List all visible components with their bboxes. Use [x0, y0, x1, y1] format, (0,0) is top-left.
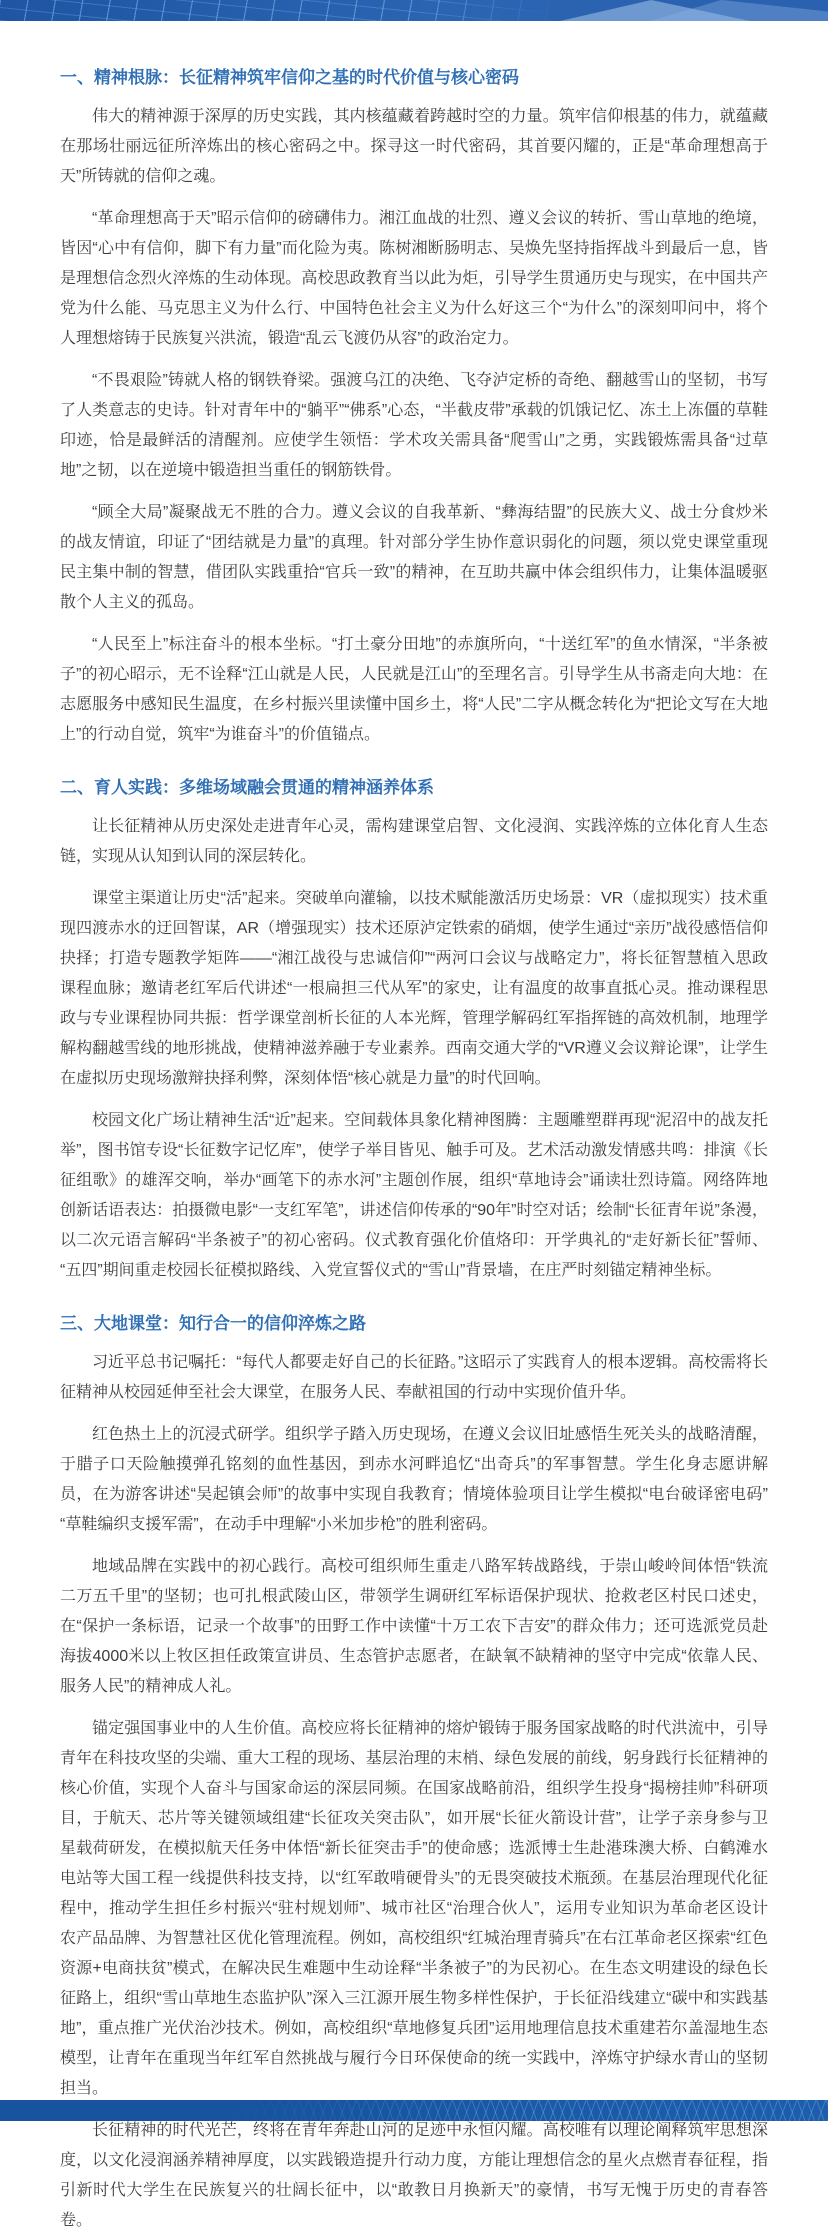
paragraph: 校园文化广场让精神生活“近”起来。空间载体具象化精神图腾：主题雕塑群再现“泥沼中的战友托举”，图书馆专设“长征数字记忆库”，使学子举目皆见、触手可及。艺术活动激发情感共鸣：排演《长征组歌》的雄浑交响，举办“画笔下的赤水河”主题创作展，组织“草地诗会”诵读壮烈诗篇。网络阵地创新话语表达：拍摄微电影“一支红军笔”，讲述信仰传承的“90年”时空对话；绘制“长征青年说”条漫，以二次元语言解码“半条被子”的初心密码。仪式教育强化价值烙印：开学典礼的“走好新长征”誓师、“五四”期间重走校园长征模拟路线、入党宣誓仪式的“雪山”背景墙，在庄严时刻锚定精神坐标。	[60, 1112, 768, 1279]
paragraph: 课堂主渠道让历史“活”起来。突破单向灌输，以技术赋能激活历史场景：VR（虚拟现实）技术重现四渡赤水的迂回智谋，AR（增强现实）技术还原泸定铁索的硝烟，使学生通过“亲历”战役感悟信仰抉择；打造专题教学矩阵——“湘江战役与忠诚信仰”“两河口会议与战略定力”，将长征智慧植入思政课程血脉；邀请老红军后代讲述“一根扁担三代从军”的家史，让有温度的故事直抵心灵。推动课程思政与专业课程协同共振：哲学课堂剖析长征的人本光辉，管理学解码红军指挥链的高效机制，地理学解构翻越雪线的地形挑战，使精神滋养融于专业素养。西南交通大学的“VR遵义会议辩论课”，让学生在虚拟历史现场激辩抉择利弊，深刻体悟“核心就是力量”的时代回响。	[60, 890, 768, 1087]
section-spiritual-roots	[60, 66, 768, 750]
section-heading: 一、精神根脉：长征精神筑牢信仰之基的时代价值与核心密码	[60, 68, 519, 87]
paragraph: 红色热土上的沉浸式研学。组织学子踏入历史现场，在遵义会议旧址感悟生死关头的战略清醒，于腊子口天险触摸弹孔铭刻的血性基因，到赤水河畔追忆“出奇兵”的军事智慧。学生化身志愿讲解员，在为游客讲述“吴起镇会师”的故事中实现自我教育；情境体验项目让学生模拟“电台破译密电码”“草鞋编织支援军需”，在动手中理解“小米加步枪”的胜利密码。	[60, 1426, 768, 1533]
section-heading: 三、大地课堂：知行合一的信仰淬炼之路	[60, 1314, 366, 1333]
paragraph: “革命理想高于天”昭示信仰的磅礴伟力。湘江血战的壮烈、遵义会议的转折、雪山草地的绝境，皆因“心中有信仰，脚下有力量”而化险为夷。陈树湘断肠明志、吴焕先坚持指挥战斗到最后一息，皆是理想信念烈火淬炼的生动体现。高校思政教育当以此为炬，引导学生贯通历史与现实，在中国共产党为什么能、马克思主义为什么行、中国特色社会主义为什么好这三个“为什么”的深刻叩问中，将个人理想熔铸于民族复兴洪流，锻造“乱云飞渡仍从容”的政治定力。	[60, 210, 768, 347]
paragraph: 长征精神的时代光芒，终将在青年奔赴山河的足迹中永恒闪耀。高校唯有以理论阐释筑牢思想深度，以文化浸润涵养精神厚度，以实践锻造提升行动力度，方能让理想信念的星火点燃青春征程，指引新时代大学生在民族复兴的壮阔长征中，以“敢教日月换新天”的豪情，书写无愧于历史的青春答卷。	[60, 2122, 768, 2229]
section-heading: 二、育人实践：多维场域融会贯通的精神涵养体系	[60, 778, 434, 797]
top-decorative-banner	[0, 0, 828, 21]
paragraph: “顾全大局”凝聚战无不胜的合力。遵义会议的自我革新、“彝海结盟”的民族大义、战士分食炒米的战友情谊，印证了“团结就是力量”的真理。针对部分学生协作意识弱化的问题，须以党史课堂重现民主集中制的智慧，借团队实践重拾“官兵一致”的精神，在互助共赢中体会组织伟力，让集体温暖驱散个人主义的孤岛。	[60, 504, 768, 611]
paragraph: 锚定强国事业中的人生价值。高校应将长征精神的熔炉锻铸于服务国家战略的时代洪流中，引导青年在科技攻坚的尖端、重大工程的现场、基层治理的末梢、绿色发展的前线，躬身践行长征精神的核心价值，实现个人奋斗与国家命运的深层同频。在国家战略前沿，组织学生投身“揭榜挂帅”科研项目，于航天、芯片等关键领域组建“长征攻关突击队”，如开展“长征火箭设计营”，让学子亲身参与卫星载荷研发，在模拟航天任务中体悟“新长征突击手”的使命感；选派博士生赴港珠澳大桥、白鹤滩水电站等大国工程一线提供科技支持，以“红军敢啃硬骨头”的无畏突破技术瓶颈。在基层治理现代化征程中，推动学生担任乡村振兴“驻村规划师”、城市社区“治理合伙人”，运用专业知识为革命老区设计农产品品牌、为智慧社区优化管理流程。例如，高校组织“红城治理青骑兵”在右江革命老区探索“红色资源+电商扶贫”模式，在解决民生难题中生动诠释“半条被子”的为民初心。在生态文明建设的绿色长征路上，组织“雪山草地生态监护队”深入三江源开展生物多样性保护，于长征沿线建立“碳中和实践基地”，重点推广光伏治沙技术。例如，高校组织“草地修复兵团”运用地理信息技术重建若尔盖湿地生态模型，让青年在重现当年红军自然挑战与履行今日环保使命的统一实践中，淬炼守护绿水青山的坚韧担当。	[60, 1720, 768, 2097]
article-body	[60, 21, 768, 2229]
paragraph: “人民至上”标注奋斗的根本坐标。“打土豪分田地”的赤旗所向，“十送红军”的鱼水情深，“半条被子”的初心昭示，无不诠释“江山就是人民，人民就是江山”的至理名言。引导学生从书斋走向大地：在志愿服务中感知民生温度，在乡村振兴里读懂中国乡土，将“人民”二字从概念转化为“把论文写在大地上”的行动自觉，筑牢“为谁奋斗”的价值锚点。	[60, 636, 768, 743]
paragraph: 让长征精神从历史深处走进青年心灵，需构建课堂启智、文化浸润、实践淬炼的立体化育人生态链，实现从认知到认同的深层转化。	[60, 818, 768, 865]
paragraph: 习近平总书记嘱托：“每代人都要走好自己的长征路。”这昭示了实践育人的根本逻辑。高校需将长征精神从校园延伸至社会大课堂，在服务人民、奉献祖国的行动中实现价值升华。	[60, 1354, 768, 1401]
paragraph: 地域品牌在实践中的初心践行。高校可组织师生重走八路军转战路线，于崇山峻岭间体悟“铁流二万五千里”的坚韧；也可扎根武陵山区，带领学生调研红军标语保护现状、抢救老区村民口述史，在“保护一条标语，记录一个故事”的田野工作中读懂“十万工农下吉安”的群众伟力；还可选派党员赴海拔4000米以上牧区担任政策宣讲员、生态管护志愿者，在缺氧不缺精神的坚守中完成“依靠人民、服务人民”的精神成人礼。	[60, 1558, 768, 1695]
paragraph: “不畏艰险”铸就人格的钢铁脊梁。强渡乌江的决绝、飞夺泸定桥的奇绝、翻越雪山的坚韧，书写了人类意志的史诗。针对青年中的“躺平”“佛系”心态，“半截皮带”承载的饥饿记忆、冻土上冻僵的草鞋印迹，恰是最鲜活的清醒剂。应使学生领悟：学术攻关需具备“爬雪山”之勇，实践锻炼需具备“过草地”之韧，以在逆境中锻造担当重任的钢筋铁骨。	[60, 372, 768, 479]
bottom-decorative-banner	[0, 2100, 828, 2121]
section-earth-classroom	[60, 1312, 768, 2236]
paragraph: 伟大的精神源于深厚的历史实践，其内核蕴藏着跨越时空的力量。筑牢信仰根基的伟力，就蕴藏在那场壮丽远征所淬炼出的核心密码之中。探寻这一时代密码，其首要闪耀的，正是“革命理想高于天”所铸就的信仰之魂。	[60, 108, 768, 185]
section-education-practice	[60, 776, 768, 1286]
